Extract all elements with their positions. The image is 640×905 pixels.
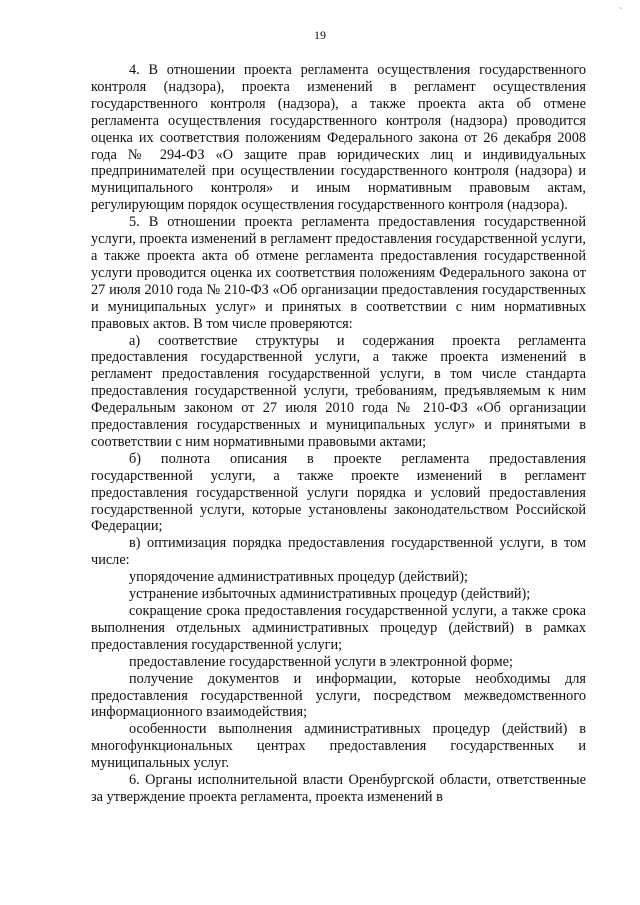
page-number: 19 — [314, 28, 326, 42]
scan-artifact-mark: ˜ — [619, 6, 622, 15]
paragraph-6: 6. Органы исполнительной власти Оренбургской области, ответственные за утверждение проекта регламента, проекта изменений в — [91, 772, 586, 805]
paragraph-4: 4. В отношении проекта регламента осуществления государственного контроля (надзора), проекта изменений в регламент осуществления государственного контроля (надзора), а также проекта акта об отмене регламента осуществления государственного контроля (надзора) проводится оценка их соответствия положениям Федерального закона от 26 декабря 2008 года № 294-ФЗ «О защите прав юридических лиц и индивидуальных предпринимателей при осуществлении государственного контроля (надзора) и муниципального контроля» и иным нормативным правовым актам, регулирующим порядок осуществления государственного контроля (надзора). — [91, 62, 586, 214]
list-item-electronic: предоставление государственной услуги в электронной форме; — [129, 653, 513, 670]
list-item-ordering: упорядочение административных процедур (действий); — [129, 569, 468, 586]
paragraph-5a: а) соответствие структуры и содержания проекта регламента предоставления государственной услуги, а также проекта изменений в регламент предоставления государственной услуги, в том числе стандарта предоставления государственной услуги, требованиям, предъявляемым к ним Федеральным законом от 27 июля 2010 года № 210-ФЗ «Об организации предоставления государственных и муниципальных услуг» и принятыми в соответствии с ним нормативными правовыми актами; — [91, 332, 586, 450]
list-item-documents: получение документов и информации, которые необходимы для предоставления государственной услуги, посредством межведомственного информационного взаимодействия; — [91, 670, 586, 721]
paragraph-5: 5. В отношении проекта регламента предоставления государственной услуги, проекта изменений в регламент предоставления государственной услуги, а также проекта акта об отмене регламента предоставления государственной услуги проводится оценка их соответствия положениям Федерального закона от 27 июля 2010 года № 210-ФЗ «Об организации предоставления государственных и муниципальных услуг» и принятых в соответствии с ним нормативных правовых актов. В том числе проверяются: — [91, 214, 587, 332]
paragraph-5b: б) полнота описания в проекте регламента предоставления государственной услуги, а также проекте изменений в регламент предоставления государственной услуги порядка и условий предоставления государственной услуги, которые установлены законодательством Российской Федерации; — [91, 450, 586, 535]
list-item-reduction: сокращение срока предоставления государственной услуги, а также срока выполнения отдельных административных процедур (действий) в рамках предоставления государственной услуги; — [91, 603, 586, 653]
list-item-mfc: особенности выполнения административных процедур (действий) в многофункциональных центрах предоставления государственных и муниципальных услуг. — [91, 721, 586, 772]
paragraph-5v: в) оптимизация порядка предоставления государственной услуги, в том числе: — [91, 535, 586, 569]
list-item-removal: устранение избыточных административных процедур (действий); — [129, 586, 531, 603]
document-body — [91, 62, 586, 806]
